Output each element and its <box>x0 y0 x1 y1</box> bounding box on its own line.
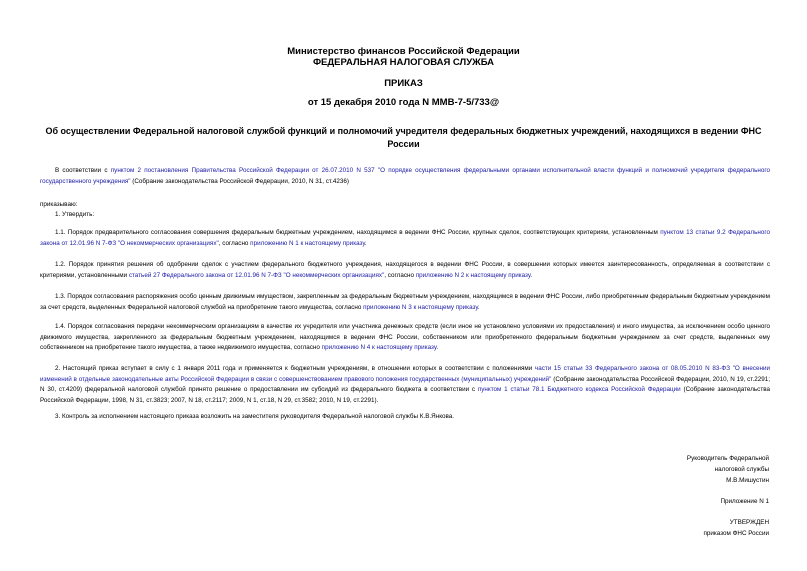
item-2-law-link[interactable]: части 15 статьи 33 Федерального закона от 08.05.2010 N 83-ФЗ "О внесении изменений в отдельные законодательные акты Российской Федерации в связи с совершенствованием правового положения государственных (муниципальных) учреждений" <box>40 365 770 383</box>
approved-label: УТВЕРЖДЕН <box>729 519 769 526</box>
item-1: 1. Утвердить: <box>55 211 95 218</box>
signature-position-2: налоговой службы <box>714 466 769 473</box>
item-3: 3. Контроль за исполнением настоящего приказа возложить на заместителя руководителя Федеральной налоговой службы К.В.Янкова. <box>55 413 455 420</box>
item-1-4: 1.4. Порядок согласования передачи некоммерческим организациям в качестве их учредителя или участника денежных средств (если иное не установлено условиями их предоставления) и иного имущества, за исключением особо ценного движимого имущества, закрепленного за федеральным бюджетным учреждением, находящимся в ведении ФНС России, собственником или приобретенного федеральным бюджетным учреждением за счет средств, выделенных ему собственником на приобретение такого имущества, а также недвижимого имущества, согласно приложению N 4 к настоящему приказу. <box>40 323 770 351</box>
signature-position-1: Руководитель Федеральной <box>686 455 769 462</box>
item-1-2: 1.2. Порядок принятия решения об одобрении сделок с участием федерального бюджетного учреждения, находящегося в ведении ФНС России, в совершении которых имеется заинтересованность, определяемая в соответствии с критериями, установленными статьей 27 Федерального закона от 12.01.96 N 7-ФЗ "О некоммерческих организациях", согласно приложению N 2 к настоящему приказу. <box>40 261 770 279</box>
item-1-1-appendix-link[interactable]: приложению N 1 к настоящему приказу <box>250 239 365 247</box>
item-1-2-appendix-link[interactable]: приложению N 2 к настоящему приказу <box>415 271 531 279</box>
item-2: 2. Настоящий приказ вступает в силу с 1 января 2011 года и применяется к бюджетным учреждениям, в отношении которых в соответствии с положениями части 15 статьи 33 Федерального закона от 08.05.2010 N 83-ФЗ "О внесении изменений в отдельные законодательные акты Российской Федерации в связи с совершенствованием правового положения государственных (муниципальных) учреждений" (Собрание законодательства Российской Федерации, 2010, N 19, ст.2291; N 30, ст.4209) федеральной налоговой службой принято решение о предоставлении им субсидий из федерального бюджета в соответствии с пунктом 1 статьи 78.1 Бюджетного кодекса Российской Федерации (Собрание законодательства Российской Федерации, 1998, N 31, ст.3823; 2007, N 18, ст.2117; 2009, N 1, ст.18, N 29, ст.3582; 2010, N 19, ст.2291). <box>40 365 770 404</box>
document-type: ПРИКАЗ <box>384 78 423 89</box>
signature-name: М.В.Мишустин <box>726 477 769 484</box>
preamble-paragraph: В соответствии с пунктом 2 постановления Правительства Российской Федерации от 26.07.2010 N 537 "О порядке осуществления федеральными органами исполнительной власти функций и полномочий учредителя федерального государственного учреждения" (Собрание законодательства Российской Федерации, 2010, N 31, ст.4236) <box>40 167 771 185</box>
service-name: ФЕДЕРАЛЬНАЯ НАЛОГОВАЯ СЛУЖБА <box>312 57 495 68</box>
item-1-1-law-link[interactable]: пунктом 13 статьи 9.2 Федерального закона от 12.01.96 N 7-ФЗ "О некоммерческих организациях" <box>40 229 770 247</box>
item-2-budget-code-link[interactable]: пунктом 1 статьи 78.1 Бюджетного кодекса Российской Федерации <box>477 386 681 393</box>
document-title: Об осуществлении Федеральной налоговой службой функций и полномочий учредителя федеральных бюджетных учреждений, находящихся в ведении ФНС России <box>45 126 762 149</box>
ministry-name: Министерство финансов Российской Федерации <box>287 46 520 57</box>
item-1-2-law-link[interactable]: статьей 27 Федерального закона от 12.01.96 N 7-ФЗ "О некоммерческих организациях" <box>128 271 385 279</box>
approved-by: приказом ФНС России <box>703 530 769 537</box>
appendix-label: Приложение N 1 <box>720 498 769 505</box>
order-word: приказываю: <box>40 201 78 208</box>
preamble-link[interactable]: пунктом 2 постановления Правительства Российской Федерации от 26.07.2010 N 537 "О порядке осуществления федеральными органами исполнительной власти функций и полномочий учредителя федерального государственного учреждения" <box>40 167 771 185</box>
item-1-1: 1.1. Порядок предварительного согласования совершения федеральным бюджетным учреждением, находящимся в ведении ФНС России, крупных сделок, соответствующих критериям, установленным пунктом 13 статьи 9.2 Федерального закона от 12.01.96 N 7-ФЗ "О некоммерческих организациях", согласно приложению N 1 к настоящему приказу. <box>40 229 770 247</box>
item-1-4-appendix-link[interactable]: приложению N 4 к настоящему приказу <box>321 344 437 351</box>
document-date-number: от 15 декабря 2010 года N ММВ-7-5/733@ <box>307 97 500 108</box>
item-1-3: 1.3. Порядок согласования распоряжения особо ценным движимым имуществом, закрепленным за федеральным бюджетным учреждением, находящимся в ведении ФНС России, либо приобретенным федеральным бюджетным учреждением за счет средств, выделенных Федеральной налоговой службой на приобретение такого имущества, согласно приложению N 3 к настоящему приказу. <box>40 293 770 311</box>
item-1-3-appendix-link[interactable]: приложению N 3 к настоящему приказу <box>363 303 478 311</box>
